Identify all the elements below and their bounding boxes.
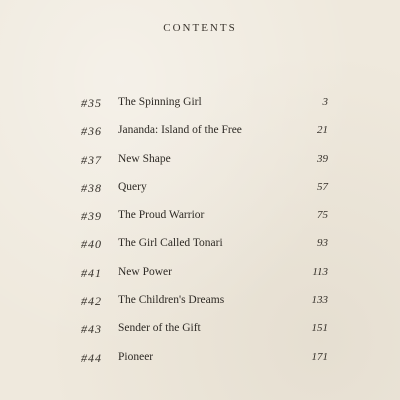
page-number: 133: [311, 294, 328, 307]
toc-entry[interactable]: [0, 294, 400, 322]
toc-entry[interactable]: [0, 181, 400, 209]
chapter-number: #42: [81, 294, 102, 309]
toc-entry[interactable]: [0, 237, 400, 265]
page-number: 93: [317, 237, 328, 250]
chapter-title: The Spinning Girl: [118, 96, 202, 108]
chapter-title: New Power: [118, 265, 172, 278]
chapter-number: #37: [81, 152, 102, 167]
chapter-title: Pioneer: [118, 350, 154, 363]
chapter-number: #41: [81, 265, 102, 280]
chapter-number: #39: [81, 209, 102, 224]
toc-entry[interactable]: [0, 266, 400, 294]
toc-entry[interactable]: [0, 322, 400, 350]
chapter-number: #35: [81, 96, 102, 110]
toc-entry[interactable]: [0, 351, 400, 379]
chapter-title: New Shape: [118, 152, 171, 165]
toc-entry[interactable]: [0, 153, 400, 181]
page-number: 151: [311, 322, 328, 335]
chapter-title: Jananda: Island of the Free: [118, 124, 242, 137]
chapter-number: #38: [81, 180, 102, 195]
page-number: 171: [311, 350, 328, 363]
toc-entry[interactable]: [0, 124, 400, 152]
page-number: 21: [317, 124, 328, 137]
toc-entry[interactable]: [0, 209, 400, 237]
page-number: 113: [312, 265, 328, 278]
page-number: 3: [322, 96, 328, 108]
chapter-title: The Children's Dreams: [118, 294, 225, 307]
chapter-number: #36: [81, 124, 102, 139]
toc-entry[interactable]: [0, 96, 400, 124]
page-number: 39: [317, 152, 328, 165]
chapter-title: Sender of the Gift: [118, 322, 201, 335]
chapter-number: #44: [81, 350, 102, 365]
chapter-title: The Girl Called Tonari: [118, 237, 223, 250]
page-title: CONTENTS: [163, 22, 237, 34]
table-of-contents: [0, 96, 400, 379]
page-number: 57: [317, 180, 328, 193]
page-number: 75: [317, 209, 328, 222]
chapter-number: #40: [81, 237, 102, 252]
chapter-title: The Proud Warrior: [118, 209, 205, 222]
chapter-title: Query: [118, 180, 147, 193]
chapter-number: #43: [81, 322, 102, 337]
